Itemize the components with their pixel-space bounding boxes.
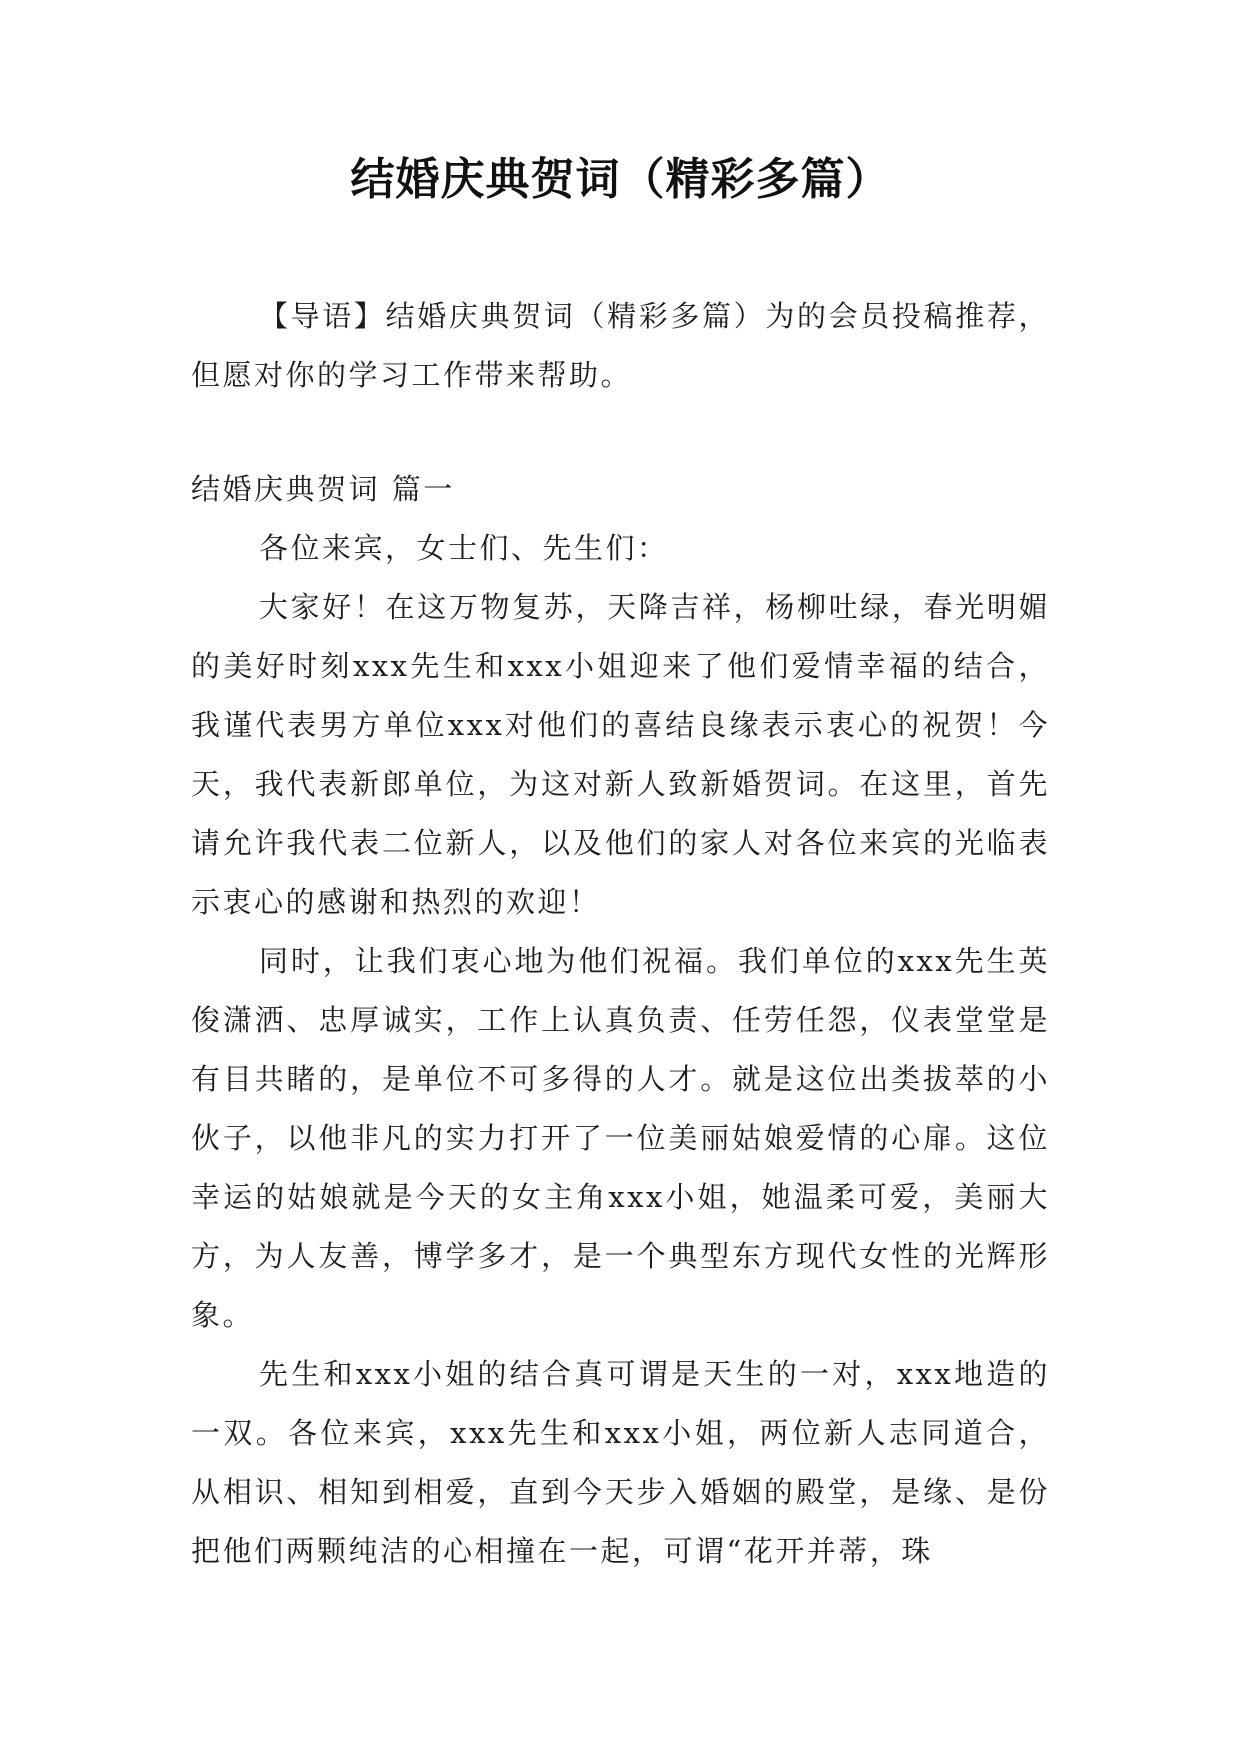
intro-paragraph — [191, 287, 1050, 405]
document-title: 结婚庆典贺词（精彩多篇） — [350, 154, 891, 205]
paragraph-greeting: 各位来宾，女士们、先生们： — [259, 531, 669, 565]
paragraph-1: 大家好！在这万物复苏，天降吉祥，杨柳吐绿，春光明媚的美好时刻xxx先生和xxx小姐迎来了他们爱情幸福的结合，我谨代表男方单位xxx对他们的喜结良缘表示衷心的祝贺！今天，我代表新郎单位，为这对新人致新婚贺词。在这里，首先请允许我代表二位新人，以及他们的家人对各位来宾的光临表示衷心的感谢和热烈的欢迎！ — [191, 590, 1050, 919]
paragraph-2: 同时，让我们衷心地为他们祝福。我们单位的xxx先生英俊潇洒、忠厚诚实，工作上认真负责、任劳任怨，仪表堂堂是有目共睹的，是单位不可多得的人才。就是这位出类拔萃的小伙子，以他非凡的实力打开了一位美丽姑娘爱情的心扉。这位幸运的姑娘就是今天的女主角xxx小姐，她温柔可爱，美丽大方，为人友善，博学多才，是一个典型东方现代女性的光辉形象。 — [191, 944, 1050, 1332]
paragraph-3: 先生和xxx小姐的结合真可谓是天生的一对，xxx地造的一双。各位来宾，xxx先生和xxx小姐，两位新人志同道合，从相识、相知到相爱，直到今天步入婚姻的殿堂，是缘、是份把他们两颗纯洁的心相撞在一起，可谓“花开并蒂，珠 — [191, 1357, 1050, 1568]
document-body — [191, 460, 1050, 1581]
section-heading: 结婚庆典贺词 篇一 — [191, 472, 455, 506]
intro-text: 【导语】结婚庆典贺词（精彩多篇）为的会员投稿推荐，但愿对你的学习工作带来帮助。 — [191, 299, 1050, 392]
